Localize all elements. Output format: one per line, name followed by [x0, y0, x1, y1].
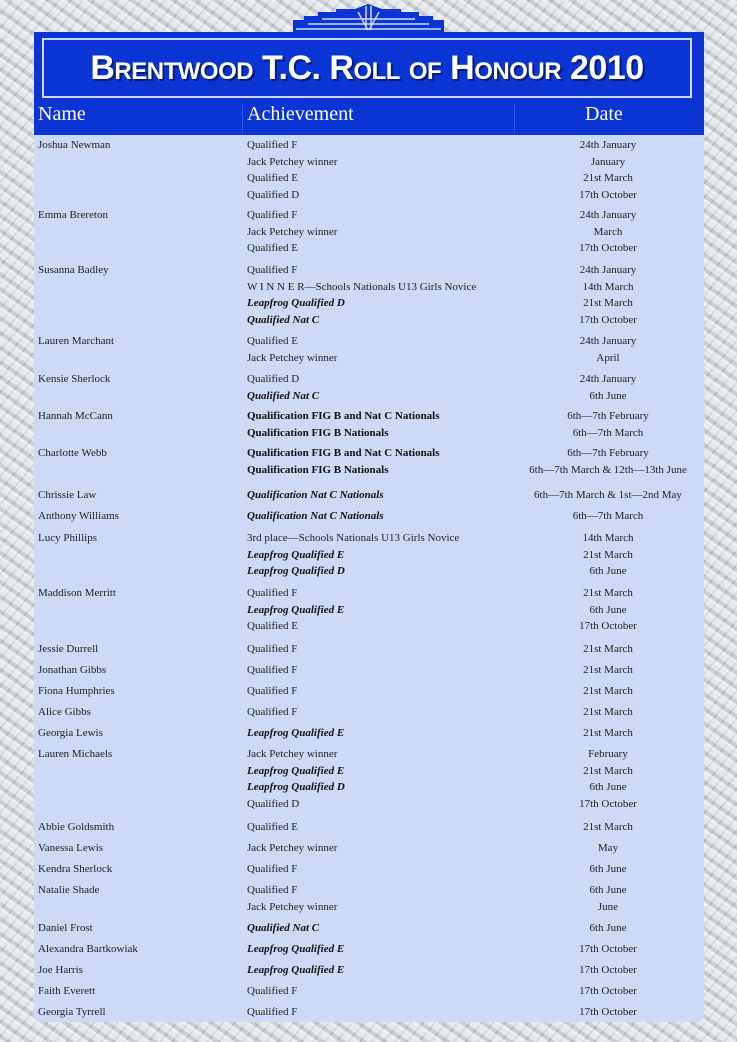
title-banner [34, 32, 704, 135]
entry-achievement: Qualified F [247, 209, 298, 221]
column-header-achievement: Achievement [247, 103, 354, 125]
entry-name: Faith Everett [38, 985, 96, 997]
entry-name: Lauren Michaels [38, 748, 113, 760]
entry-name: Fiona Humphries [38, 685, 115, 697]
entry-date: 17th October [579, 964, 637, 976]
entry-name: Charlotte Webb [38, 447, 107, 459]
entry-date: 17th October [579, 620, 637, 633]
entry-date: 6th—7th March [572, 510, 644, 522]
entry-achievement: Qualified F [247, 587, 298, 599]
entry-achievement: Qualified F [247, 985, 298, 997]
entry-achievement: Leapfrog Qualified E [247, 964, 345, 976]
entry-name: Maddison Merritt [38, 587, 116, 599]
entry-date: 14th March [582, 532, 634, 544]
entry-achievement: Qualification FIG B Nationals [247, 463, 389, 476]
column-divider [514, 104, 515, 134]
entry-date: 24th January [579, 139, 637, 151]
entry-date: 21st March [583, 685, 633, 697]
entry-achievement: Leapfrog Qualified E [247, 727, 345, 739]
column-header-name: Name [38, 103, 86, 125]
entry-date: 6th June [589, 863, 627, 875]
entry-achievement: Qualification Nat C Nationals [247, 510, 384, 522]
entry-date: 17th October [579, 797, 637, 810]
entry-achievement: Jack Petchey winner [247, 351, 338, 364]
entry-achievement: Qualified F [247, 1006, 298, 1018]
entry-achievement: Jack Petchey winner [247, 748, 338, 760]
entry-achievement: W I N N E R—Schools Nationals U13 Girls Novice [247, 280, 477, 293]
entry-name: Anthony Williams [38, 510, 119, 522]
entry-date: 24th January [579, 373, 637, 385]
entry-achievement: Leapfrog Qualified D [247, 781, 345, 794]
column-header-row [34, 102, 704, 133]
entry-name: Natalie Shade [38, 884, 100, 896]
entry-name: Daniel Frost [38, 922, 93, 934]
entry-achievement: Qualified F [247, 664, 298, 676]
entry-achievement: Qualified F [247, 863, 298, 875]
entry-name: Alice Gibbs [38, 706, 91, 718]
entry-achievement: Qualification FIG B and Nat C Nationals [247, 410, 440, 422]
entry-name: Abbie Goldsmith [38, 821, 115, 833]
entry-achievement: Qualified D [247, 797, 300, 810]
entry-date: 6th—7th February [567, 410, 649, 422]
entry-name: Lauren Marchant [38, 335, 115, 347]
entry-name: Emma Brereton [38, 209, 108, 221]
entry-name: Hannah McCann [38, 410, 113, 422]
entry-name: Joshua Newman [38, 139, 111, 151]
entry-achievement: Qualified D [247, 373, 300, 385]
entry-date: 24th January [579, 264, 637, 276]
entry-achievement: Qualification FIG B and Nat C Nationals [247, 447, 440, 459]
entry-achievement: Qualified Nat C [247, 922, 320, 934]
entry-achievement: Qualified F [247, 264, 298, 276]
entry-achievement: Jack Petchey winner [247, 225, 338, 238]
entry-achievement: Leapfrog Qualified E [247, 943, 345, 955]
entry-date: 21st March [583, 706, 633, 718]
roll-of-honour-panel [34, 32, 704, 1022]
entry-date: 6th—7th February [567, 447, 649, 459]
entry-name: Kendra Sherlock [38, 863, 113, 875]
entry-date: 17th October [579, 1006, 637, 1018]
entry-date: 6th June [589, 884, 627, 896]
entry-name: Vanessa Lewis [38, 842, 104, 854]
entry-achievement: Jack Petchey winner [247, 900, 338, 913]
entry-date: 6th—7th March & 1st—2nd May [534, 489, 682, 501]
entry-achievement: Qualified E [247, 335, 299, 347]
entry-date: 6th—7th March & 12th—13th June [529, 463, 687, 476]
entry-name: Kensie Sherlock [38, 373, 111, 385]
entry-date: 24th January [579, 209, 637, 221]
entry-achievement: Qualified E [247, 620, 299, 633]
entry-name: Chrissie Law [38, 489, 97, 501]
entry-date: 6th June [589, 922, 627, 934]
entry-achievement: Qualified F [247, 884, 298, 896]
entry-date: 21st March [583, 727, 633, 739]
entry-achievement: Qualified F [247, 706, 298, 718]
entry-achievement: Leapfrog Qualified E [247, 764, 345, 777]
entry-date: 6th June [589, 565, 627, 578]
entry-date: April [596, 351, 620, 364]
column-header-date: Date [585, 103, 623, 125]
entry-name: Joe Harris [38, 964, 83, 976]
entry-achievement: 3rd place—Schools Nationals U13 Girls Novice [247, 532, 460, 544]
entry-date: 21st March [583, 587, 633, 599]
entry-date: 17th October [579, 313, 637, 326]
entry-achievement: Jack Petchey winner [247, 155, 338, 168]
entry-achievement: Jack Petchey winner [247, 842, 338, 854]
entry-date: 21st March [583, 172, 633, 185]
entry-name: Georgia Tyrrell [38, 1006, 106, 1018]
entry-date: March [593, 225, 623, 238]
entry-date: 21st March [583, 548, 633, 561]
entry-date: 6th June [589, 603, 627, 616]
entry-date: 21st March [583, 297, 633, 310]
entry-achievement: Leapfrog Qualified D [247, 297, 345, 310]
column-divider [242, 104, 243, 134]
entry-date: 21st March [583, 764, 633, 777]
entry-date: June [597, 900, 619, 913]
entry-date: 17th October [579, 242, 637, 255]
entry-achievement: Qualification Nat C Nationals [247, 489, 384, 501]
entry-name: Susanna Badley [38, 264, 109, 276]
entry-date: 14th March [582, 280, 634, 293]
page-title: Brentwood T.C. Roll of Honour 2010 [90, 48, 644, 87]
entry-achievement: Leapfrog Qualified E [247, 603, 345, 616]
title-frame [42, 38, 692, 98]
entry-name: Lucy Phillips [38, 532, 97, 544]
entry-date: 21st March [583, 821, 633, 833]
entry-achievement: Qualified F [247, 643, 298, 655]
entry-date: May [597, 842, 619, 854]
entry-date: 17th October [579, 943, 637, 955]
entry-date: 24th January [579, 335, 637, 347]
entry-date: 21st March [583, 643, 633, 655]
entry-date: 6th June [589, 781, 627, 794]
entry-achievement: Qualified E [247, 172, 299, 185]
entry-name: Alexandra Bartkowiak [38, 943, 138, 955]
entry-name: Georgia Lewis [38, 727, 103, 739]
entry-achievement: Qualified Nat C [247, 313, 320, 326]
entry-achievement: Leapfrog Qualified E [247, 548, 345, 561]
entry-date: January [590, 155, 626, 168]
entry-achievement: Qualified F [247, 139, 298, 151]
entry-date: 6th June [589, 389, 627, 402]
entry-achievement: Qualified E [247, 242, 299, 255]
entry-name: Jonathan Gibbs [38, 664, 107, 676]
entry-achievement: Qualified Nat C [247, 389, 320, 402]
entry-date: 17th October [579, 985, 637, 997]
entry-date: 6th—7th March [572, 426, 644, 439]
entry-achievement: Qualification FIG B Nationals [247, 426, 389, 439]
entry-date: February [588, 748, 628, 760]
entry-date: 17th October [579, 188, 637, 201]
entry-achievement: Qualified E [247, 821, 299, 833]
entry-date: 21st March [583, 664, 633, 676]
entry-achievement: Leapfrog Qualified D [247, 565, 345, 578]
entry-achievement: Qualified F [247, 685, 298, 697]
entry-name: Jessie Durrell [38, 643, 99, 655]
entry-achievement: Qualified D [247, 188, 300, 201]
